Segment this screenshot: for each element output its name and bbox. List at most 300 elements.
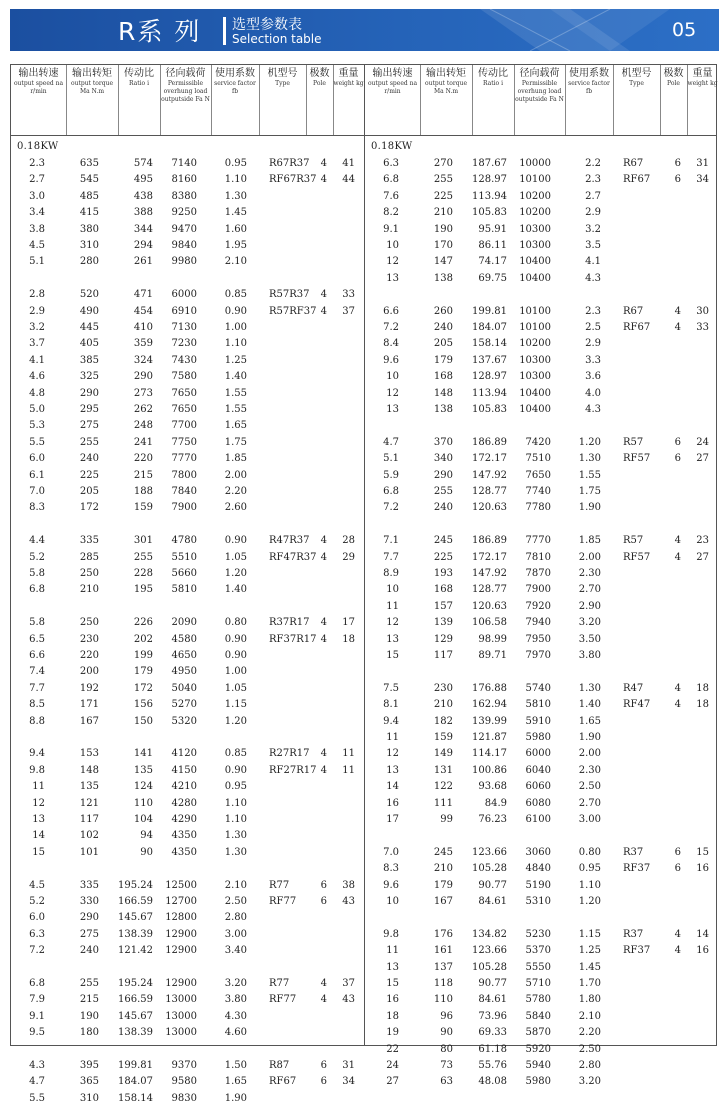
cell: 86.11 bbox=[478, 240, 507, 251]
cell: 2.70 bbox=[578, 797, 601, 809]
cell: 210 bbox=[433, 699, 453, 711]
table-row bbox=[11, 582, 363, 598]
cell: 7650 bbox=[171, 387, 197, 399]
cell: 10100 bbox=[519, 305, 551, 317]
cell: 6 bbox=[320, 879, 327, 891]
table-row bbox=[365, 468, 717, 484]
cell: 210 bbox=[433, 863, 453, 875]
cell: 6.6 bbox=[383, 305, 399, 317]
cell: 153 bbox=[79, 748, 99, 760]
cell: 110 bbox=[433, 994, 453, 1006]
cell: 490 bbox=[79, 305, 99, 317]
cell: 1.05 bbox=[224, 551, 247, 563]
cell: 471 bbox=[133, 289, 153, 301]
cell: 7.2 bbox=[383, 502, 399, 514]
cell: 141 bbox=[133, 748, 153, 760]
cell: 310 bbox=[79, 1092, 99, 1104]
cell: 2.8 bbox=[29, 289, 45, 301]
cell: 495 bbox=[133, 174, 153, 186]
cell: 120.63 bbox=[472, 600, 507, 612]
cell: 145.67 bbox=[118, 1010, 153, 1022]
cell: 4580 bbox=[171, 633, 197, 645]
cell: 4 bbox=[674, 322, 681, 333]
table-row bbox=[11, 648, 363, 664]
cell: 8.4 bbox=[383, 338, 399, 350]
cell: 290 bbox=[133, 371, 153, 383]
cell: 6.6 bbox=[29, 650, 45, 661]
cell: 13000 bbox=[165, 1027, 197, 1039]
cell: 33 bbox=[342, 289, 355, 301]
cell: 7940 bbox=[525, 617, 551, 629]
cell: 139.99 bbox=[472, 715, 507, 727]
cell: 6910 bbox=[171, 305, 197, 317]
cell: 3.40 bbox=[224, 945, 247, 957]
table-row bbox=[365, 320, 717, 336]
cell: 0.85 bbox=[224, 289, 247, 301]
cell: 410 bbox=[133, 322, 153, 333]
table-row bbox=[365, 615, 717, 631]
cell: 275 bbox=[79, 928, 99, 940]
cell: 10 bbox=[386, 240, 399, 251]
cell: 5780 bbox=[525, 994, 551, 1006]
cell: 9250 bbox=[171, 207, 197, 219]
cell: 172 bbox=[133, 682, 153, 694]
table-row bbox=[365, 796, 717, 812]
cell: 101 bbox=[79, 846, 99, 858]
cell: 4.4 bbox=[29, 535, 45, 547]
table-row bbox=[11, 943, 363, 959]
cell: 0.80 bbox=[578, 846, 601, 858]
cell: 195.24 bbox=[118, 879, 153, 891]
cell: 5980 bbox=[525, 1076, 551, 1088]
table-row bbox=[11, 402, 363, 418]
table-row bbox=[365, 156, 717, 172]
table-row bbox=[11, 878, 363, 894]
cell: 13000 bbox=[165, 994, 197, 1006]
cell: 147.92 bbox=[472, 469, 507, 481]
cell: 285 bbox=[79, 551, 99, 563]
cell: 6.8 bbox=[383, 486, 399, 497]
cell: 6 bbox=[674, 863, 681, 875]
cell: 38 bbox=[342, 879, 355, 891]
cell: 10 bbox=[386, 896, 399, 907]
cell: 1.80 bbox=[578, 994, 601, 1006]
cell: 10300 bbox=[519, 240, 551, 251]
cell: 2.00 bbox=[224, 469, 247, 481]
cell: 98.99 bbox=[478, 633, 507, 645]
series-title: R系 列 bbox=[118, 17, 202, 46]
cell: 7780 bbox=[525, 502, 551, 514]
column-header-en: output torque Ma N.m bbox=[70, 80, 114, 95]
cell: 180 bbox=[79, 1027, 99, 1039]
cell: 121.42 bbox=[118, 945, 153, 957]
table-row bbox=[365, 730, 717, 746]
table-row bbox=[365, 763, 717, 779]
table-row bbox=[365, 1025, 717, 1041]
cell: 8.8 bbox=[29, 715, 45, 727]
cell: 69.75 bbox=[478, 272, 507, 284]
cell: 4.5 bbox=[29, 240, 45, 251]
cell: 41 bbox=[342, 158, 355, 169]
title-divider bbox=[223, 17, 226, 45]
column-header bbox=[306, 68, 333, 88]
cell: 106.58 bbox=[472, 617, 507, 629]
cell: 10100 bbox=[519, 322, 551, 333]
cell: 12900 bbox=[165, 945, 197, 957]
cell: 245 bbox=[433, 535, 453, 547]
cell: 273 bbox=[133, 387, 153, 399]
cell: 4 bbox=[674, 699, 681, 711]
cell: 190 bbox=[79, 1010, 99, 1022]
column-header-en: Ratio i bbox=[482, 80, 503, 87]
cell: RF67 bbox=[623, 322, 651, 333]
cell: 1.00 bbox=[224, 666, 247, 678]
cell: 73.96 bbox=[478, 1010, 507, 1022]
cell: 5.3 bbox=[29, 420, 45, 432]
cell: 12800 bbox=[165, 912, 197, 924]
cell: 3.2 bbox=[585, 223, 601, 235]
cell: 195 bbox=[133, 584, 153, 596]
cell: 7920 bbox=[525, 600, 551, 612]
cell: 13 bbox=[386, 404, 399, 415]
cell: 7.6 bbox=[383, 190, 399, 202]
table-row bbox=[11, 746, 363, 762]
cell: 179 bbox=[433, 354, 453, 366]
cell: 290 bbox=[79, 912, 99, 924]
cell: 10100 bbox=[519, 174, 551, 186]
cell: 7800 bbox=[171, 469, 197, 481]
cell: 14 bbox=[386, 781, 399, 793]
cell: 73 bbox=[440, 1060, 453, 1071]
cell: 113.94 bbox=[472, 190, 507, 202]
table-row bbox=[365, 779, 717, 795]
cell: 7510 bbox=[525, 453, 551, 465]
cell: 5550 bbox=[525, 961, 551, 973]
table-row bbox=[11, 353, 363, 369]
table-row bbox=[11, 435, 363, 451]
cell: 15 bbox=[696, 846, 709, 858]
cell: 24 bbox=[696, 436, 709, 448]
cell: 5810 bbox=[171, 584, 197, 596]
cell: 23 bbox=[696, 535, 709, 547]
table-row bbox=[365, 746, 717, 762]
cell: 5270 bbox=[171, 699, 197, 711]
cell: 3.00 bbox=[224, 928, 247, 940]
table-row bbox=[365, 222, 717, 238]
cell: 84.9 bbox=[484, 797, 507, 809]
cell: 104 bbox=[133, 814, 153, 825]
cell: 7.2 bbox=[29, 945, 45, 957]
table-row bbox=[11, 287, 363, 303]
cell: 137 bbox=[433, 961, 453, 973]
cell: 290 bbox=[79, 387, 99, 399]
cell: 1.65 bbox=[224, 1076, 247, 1088]
cell: 105.28 bbox=[472, 961, 507, 973]
cell: 9.1 bbox=[383, 223, 399, 235]
column-header-en: Permissible overhung load outputside Fa N bbox=[161, 80, 210, 103]
cell: 44 bbox=[342, 174, 355, 186]
cell: 1.15 bbox=[224, 699, 247, 711]
cell: 8.2 bbox=[383, 207, 399, 219]
cell: 0.95 bbox=[224, 781, 247, 793]
column-header bbox=[420, 68, 472, 96]
cell: 13000 bbox=[165, 1010, 197, 1022]
table-row bbox=[365, 1074, 717, 1090]
table-row bbox=[11, 484, 363, 500]
cell: R67 bbox=[623, 305, 644, 317]
cell: 3.6 bbox=[585, 371, 601, 383]
cell: 187.67 bbox=[472, 158, 507, 169]
cell: 2.7 bbox=[585, 190, 601, 202]
table-row bbox=[11, 451, 363, 467]
cell: 4350 bbox=[171, 846, 197, 858]
cell: 11 bbox=[386, 732, 399, 743]
table-row bbox=[11, 205, 363, 221]
cell: 145.67 bbox=[118, 912, 153, 924]
cell: RF37R17 bbox=[269, 633, 317, 645]
cell: 4350 bbox=[171, 830, 197, 842]
column-header bbox=[211, 68, 259, 96]
cell: RF37 bbox=[623, 945, 651, 957]
cell: 220 bbox=[79, 650, 99, 661]
cell: 9580 bbox=[171, 1076, 197, 1088]
cell: 9370 bbox=[171, 1060, 197, 1071]
cell: 159 bbox=[433, 732, 453, 743]
cell: 89.71 bbox=[478, 650, 507, 661]
cell: 195.24 bbox=[118, 978, 153, 989]
cell: 5.8 bbox=[29, 617, 45, 629]
column-header-cn: 极数 bbox=[309, 68, 330, 79]
cell: 3.80 bbox=[578, 650, 601, 661]
cell: RF67 bbox=[623, 174, 651, 186]
table-row bbox=[11, 812, 363, 828]
cell: 199.81 bbox=[118, 1060, 153, 1071]
cell: 5810 bbox=[525, 699, 551, 711]
cell: 4.5 bbox=[29, 879, 45, 891]
cell: 445 bbox=[79, 322, 99, 333]
cell: 2.5 bbox=[585, 322, 601, 333]
cell: 10 bbox=[386, 371, 399, 383]
cell: 184.07 bbox=[118, 1076, 153, 1088]
cell: 10400 bbox=[519, 387, 551, 399]
cell: 96 bbox=[440, 1010, 453, 1022]
cell: 5.5 bbox=[29, 1092, 45, 1104]
cell: 15 bbox=[386, 978, 399, 989]
cell: 6 bbox=[320, 896, 327, 907]
cell: 1.40 bbox=[224, 584, 247, 596]
cell: 158.14 bbox=[472, 338, 507, 350]
cell: 1.20 bbox=[224, 568, 247, 579]
cell: 182 bbox=[433, 715, 453, 727]
cell: 5.1 bbox=[29, 256, 45, 268]
cell: 301 bbox=[133, 535, 153, 547]
cell: 0.90 bbox=[224, 764, 247, 776]
cell: 5.9 bbox=[383, 469, 399, 481]
cell: 29 bbox=[342, 551, 355, 563]
cell: 18 bbox=[386, 1010, 399, 1022]
cell: 43 bbox=[342, 896, 355, 907]
table-row bbox=[11, 566, 363, 582]
cell: 1.50 bbox=[224, 1060, 247, 1071]
table-row bbox=[365, 386, 717, 402]
cell: 7140 bbox=[171, 158, 197, 169]
cell: 2.2 bbox=[585, 158, 601, 169]
cell: 1.55 bbox=[578, 469, 601, 481]
cell: 3.20 bbox=[224, 978, 247, 989]
table-row bbox=[365, 205, 717, 221]
cell: 14 bbox=[32, 830, 45, 842]
cell: 365 bbox=[79, 1076, 99, 1088]
cell: 199.81 bbox=[472, 305, 507, 317]
cell: 7900 bbox=[525, 584, 551, 596]
table-row bbox=[11, 779, 363, 795]
column-header-en: output speed na r/min bbox=[367, 80, 418, 95]
cell: 2.50 bbox=[224, 896, 247, 907]
table-row bbox=[365, 533, 717, 549]
cell: 0.95 bbox=[224, 158, 247, 169]
cell: 4 bbox=[320, 994, 327, 1006]
cell: 1.90 bbox=[578, 732, 601, 743]
cell: 7970 bbox=[525, 650, 551, 661]
cell: RF67R37 bbox=[269, 174, 317, 186]
cell: 7580 bbox=[171, 371, 197, 383]
cell: 2.9 bbox=[29, 305, 45, 317]
cell: 220 bbox=[133, 453, 153, 465]
cell: 6.8 bbox=[383, 174, 399, 186]
cell: 6.3 bbox=[29, 928, 45, 940]
column-header-en: output torque Ma N.m bbox=[424, 80, 468, 95]
cell: 4 bbox=[320, 748, 327, 760]
cell: 1.05 bbox=[224, 682, 247, 694]
cell: 123.66 bbox=[472, 945, 507, 957]
cell: 61.18 bbox=[478, 1043, 507, 1055]
cell: 255 bbox=[433, 486, 453, 497]
table-row bbox=[11, 927, 363, 943]
cell: 7770 bbox=[525, 535, 551, 547]
cell: 157 bbox=[433, 600, 453, 612]
cell: 250 bbox=[79, 617, 99, 629]
cell: 16 bbox=[386, 797, 399, 809]
cell: 1.30 bbox=[578, 453, 601, 465]
column-header bbox=[11, 68, 66, 96]
cell: 4150 bbox=[171, 764, 197, 776]
cell: 37 bbox=[342, 978, 355, 989]
cell: 5040 bbox=[171, 682, 197, 694]
table-row bbox=[11, 1025, 363, 1041]
cell: 6.8 bbox=[29, 584, 45, 596]
cell: 188 bbox=[133, 486, 153, 497]
cell: 7.7 bbox=[29, 682, 45, 694]
table-row bbox=[365, 254, 717, 270]
cell: 121.87 bbox=[472, 732, 507, 743]
cell: 176.88 bbox=[472, 682, 507, 694]
table-row bbox=[365, 566, 717, 582]
cell: 4.1 bbox=[585, 256, 601, 268]
cell: 2.30 bbox=[578, 568, 601, 579]
cell: 117 bbox=[79, 814, 99, 825]
cell: 186.89 bbox=[472, 436, 507, 448]
cell: 128.77 bbox=[472, 584, 507, 596]
cell: 5660 bbox=[171, 568, 197, 579]
cell: 1.20 bbox=[578, 896, 601, 907]
cell: 179 bbox=[433, 879, 453, 891]
cell: 4.8 bbox=[29, 387, 45, 399]
cell: 370 bbox=[433, 436, 453, 448]
cell: 184.07 bbox=[472, 322, 507, 333]
cell: 7420 bbox=[525, 436, 551, 448]
cell: 11 bbox=[386, 600, 399, 612]
column-header-en: Ratio i bbox=[128, 80, 149, 87]
table-row bbox=[11, 845, 363, 861]
cell: 9.4 bbox=[383, 715, 399, 727]
cell: 255 bbox=[133, 551, 153, 563]
cell: 4 bbox=[320, 535, 327, 547]
cell: 9840 bbox=[171, 240, 197, 251]
column-header bbox=[687, 68, 718, 88]
cell: 275 bbox=[79, 420, 99, 432]
cell: 388 bbox=[133, 207, 153, 219]
cell: 7700 bbox=[171, 420, 197, 432]
cell: 171 bbox=[79, 699, 99, 711]
cell: 14 bbox=[696, 928, 709, 940]
cell: 4 bbox=[674, 305, 681, 317]
cell: 1.90 bbox=[578, 502, 601, 514]
cell: 168 bbox=[433, 371, 453, 383]
cell: 2.90 bbox=[578, 600, 601, 612]
cell: 5.0 bbox=[29, 404, 45, 415]
cell: 3.7 bbox=[29, 338, 45, 350]
cell: 13 bbox=[386, 272, 399, 284]
table-row bbox=[365, 1058, 717, 1074]
cell: R57 bbox=[623, 436, 644, 448]
header-decoration bbox=[10, 9, 719, 51]
cell: 5320 bbox=[171, 715, 197, 727]
column-header-cn: 径向载荷 bbox=[165, 68, 206, 79]
cell: 8380 bbox=[171, 190, 197, 202]
cell: 4 bbox=[320, 551, 327, 563]
cell: 33 bbox=[696, 322, 709, 333]
cell: 215 bbox=[133, 469, 153, 481]
cell: 1.30 bbox=[578, 682, 601, 694]
cell: 240 bbox=[433, 502, 453, 514]
cell: 4 bbox=[320, 158, 327, 169]
cell: 7870 bbox=[525, 568, 551, 579]
cell: 7.0 bbox=[29, 486, 45, 497]
cell: RF47 bbox=[623, 699, 651, 711]
column-header-en: weight kg bbox=[333, 80, 364, 87]
cell: 147.92 bbox=[472, 568, 507, 579]
cell: 520 bbox=[79, 289, 99, 301]
cell: 7230 bbox=[171, 338, 197, 350]
cell: 1.75 bbox=[224, 436, 247, 448]
table-row bbox=[11, 664, 363, 680]
cell: 5510 bbox=[171, 551, 197, 563]
cell: 170 bbox=[433, 240, 453, 251]
cell: 6 bbox=[320, 1060, 327, 1071]
cell: 5710 bbox=[525, 978, 551, 989]
column-header bbox=[613, 68, 660, 88]
column-header-cn: 传动比 bbox=[478, 68, 508, 79]
cell: 139 bbox=[433, 617, 453, 629]
cell: RF47R37 bbox=[269, 551, 317, 563]
cell: 0.85 bbox=[224, 748, 247, 760]
cell: 5.5 bbox=[29, 436, 45, 448]
cell: 255 bbox=[79, 436, 99, 448]
cell: 8160 bbox=[171, 174, 197, 186]
cell: 205 bbox=[79, 486, 99, 497]
cell: R77 bbox=[269, 978, 290, 989]
cell: 27 bbox=[696, 453, 709, 465]
